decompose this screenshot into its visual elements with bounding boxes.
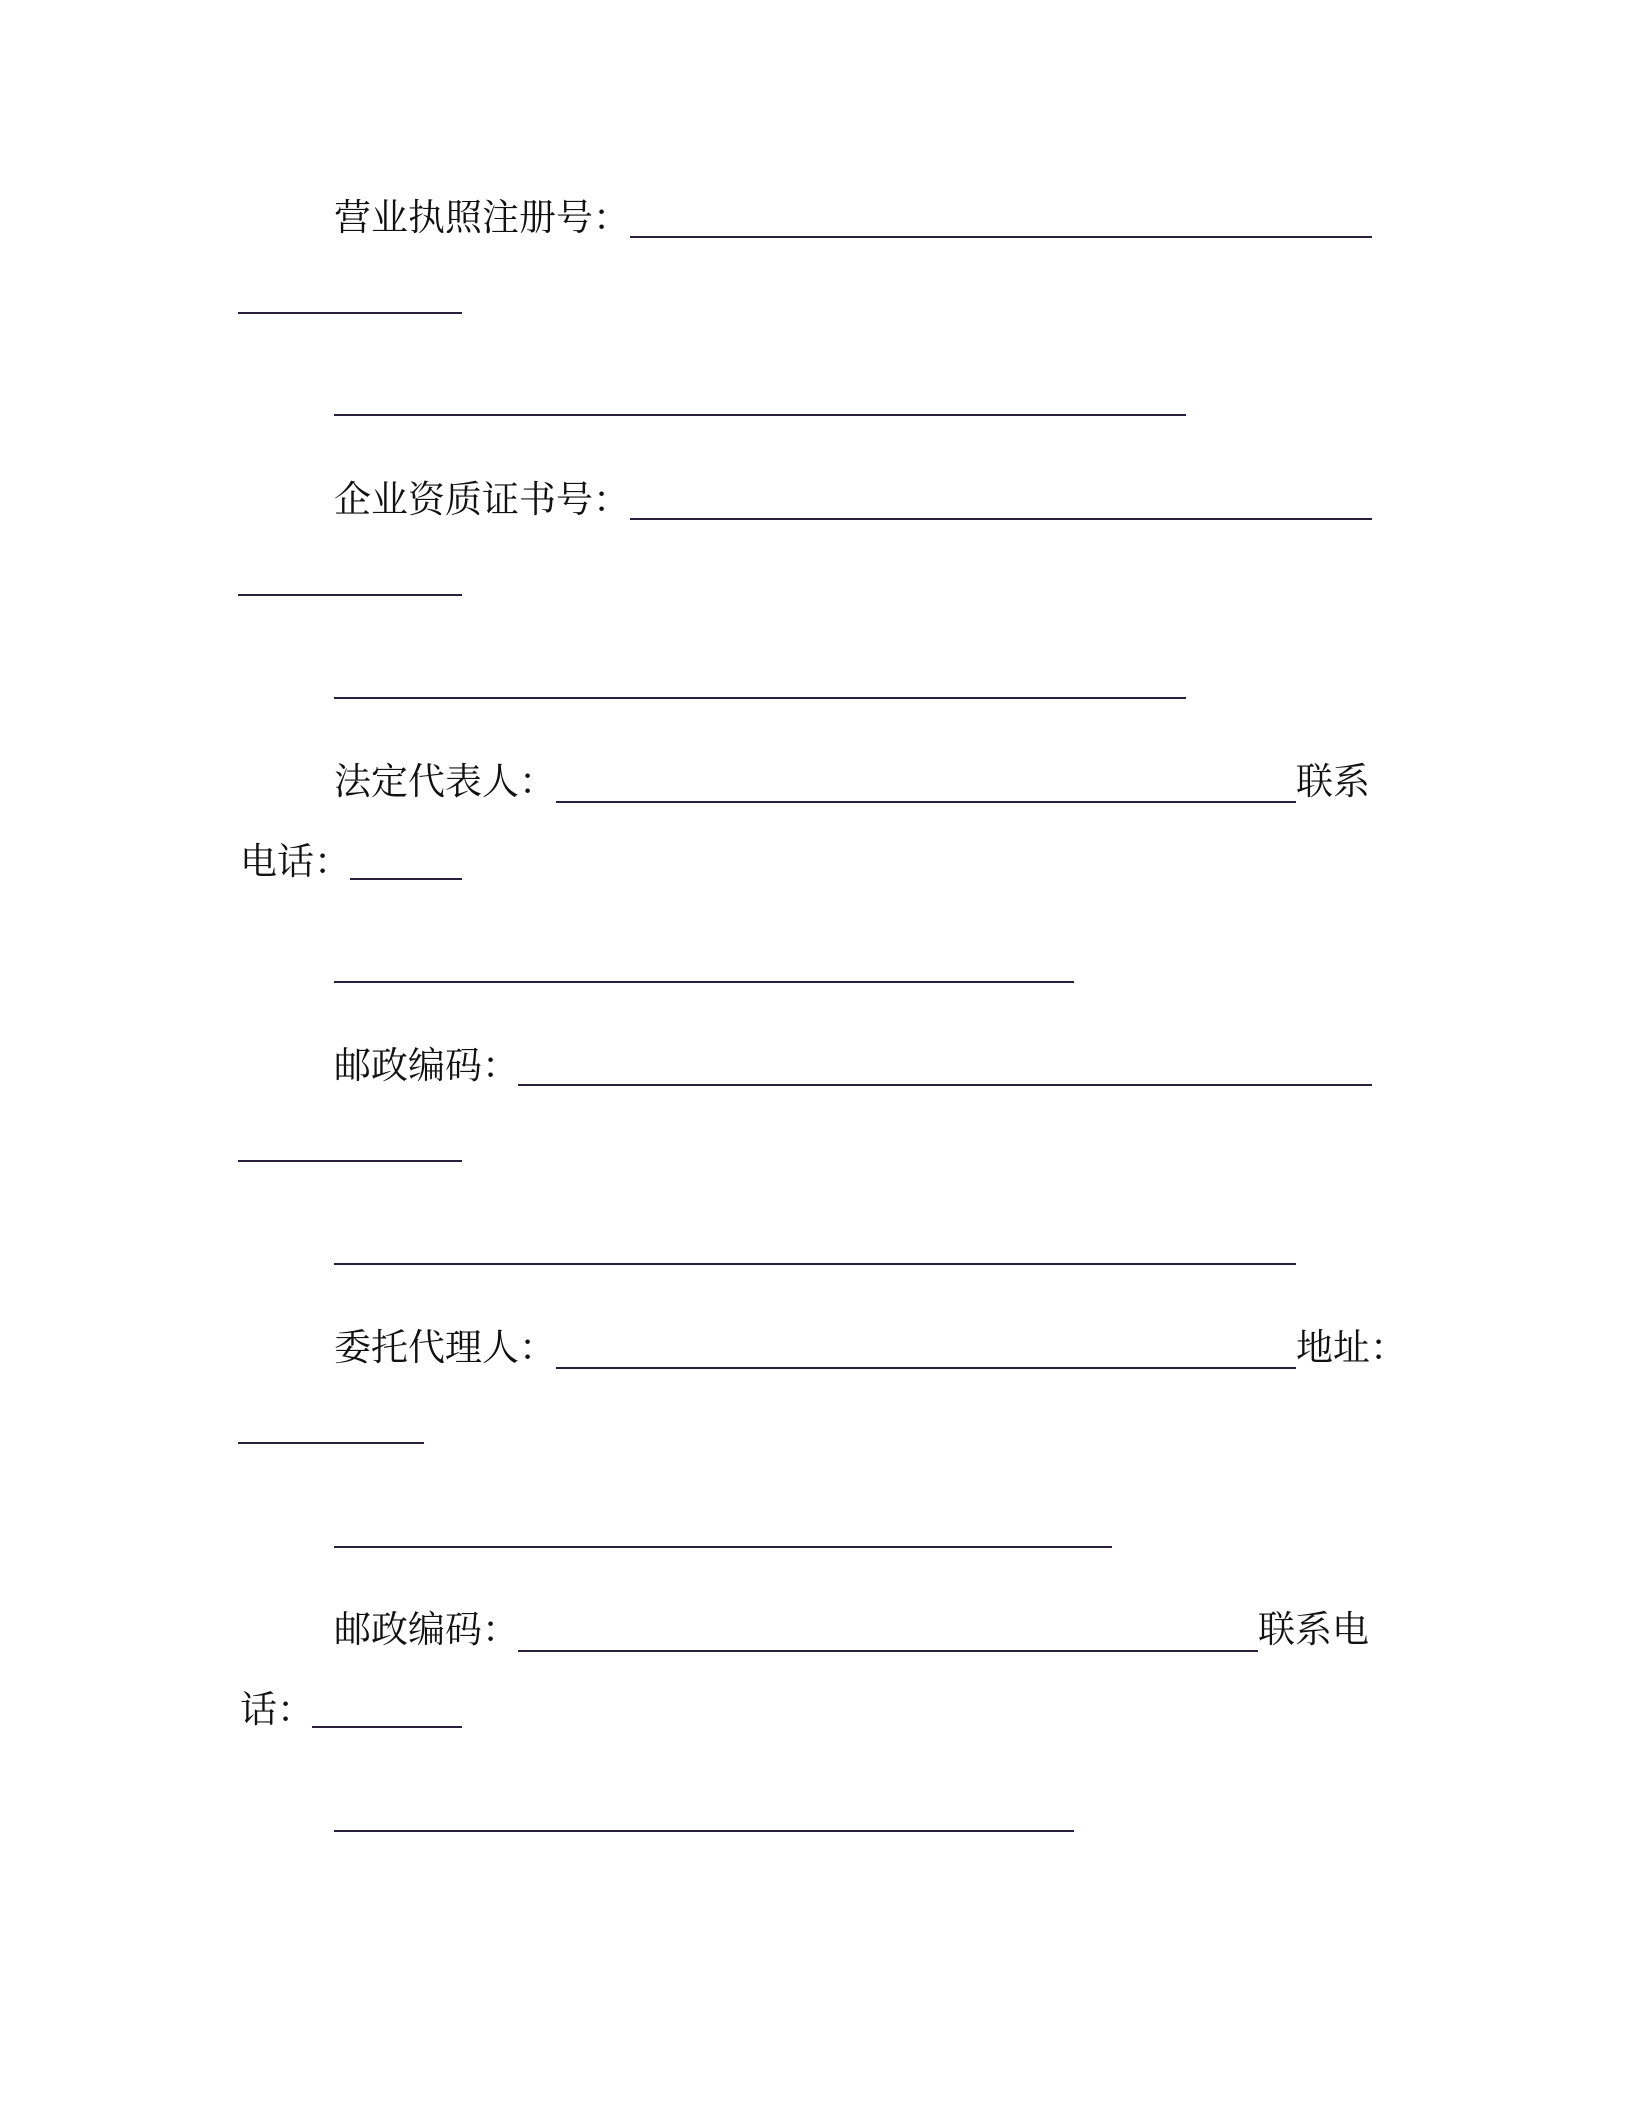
contact-phone-2-label-part1: 联系电 [1258,1608,1369,1651]
business-license-field-extra[interactable] [334,414,1186,416]
contact-phone-label-part1: 联系 [1296,760,1370,803]
business-license-label: 营业执照注册号： [334,196,630,239]
address-label: 地址： [1296,1326,1407,1369]
postal-code-label: 邮政编码： [334,1044,519,1087]
agent-field[interactable] [556,1367,1296,1369]
address-field[interactable] [238,1442,424,1444]
postal-code-label-2: 邮政编码： [334,1608,519,1651]
postal-code-field-extra[interactable] [334,1263,1296,1265]
contact-phone-label-part2: 电话： [240,840,351,883]
contact-phone-2-field-extra[interactable] [334,1830,1074,1832]
legal-rep-field[interactable] [556,801,1296,803]
postal-code-field[interactable] [518,1084,1372,1086]
contact-phone-2-field[interactable] [312,1726,462,1728]
address-field-extra[interactable] [334,1546,1112,1548]
legal-rep-label: 法定代表人： [334,760,556,803]
qualification-label: 企业资质证书号： [334,478,630,521]
contact-phone-field[interactable] [350,878,462,880]
business-license-field[interactable] [630,236,1372,238]
contact-phone-field-extra[interactable] [334,981,1074,983]
business-license-field-cont[interactable] [238,312,462,314]
qualification-field-cont[interactable] [238,594,462,596]
postal-code-field-2[interactable] [518,1650,1258,1652]
agent-label: 委托代理人： [334,1326,556,1369]
qualification-field-extra[interactable] [334,697,1186,699]
qualification-field[interactable] [630,518,1372,520]
contact-phone-2-label-part2: 话： [240,1688,314,1731]
postal-code-field-cont[interactable] [238,1160,462,1162]
